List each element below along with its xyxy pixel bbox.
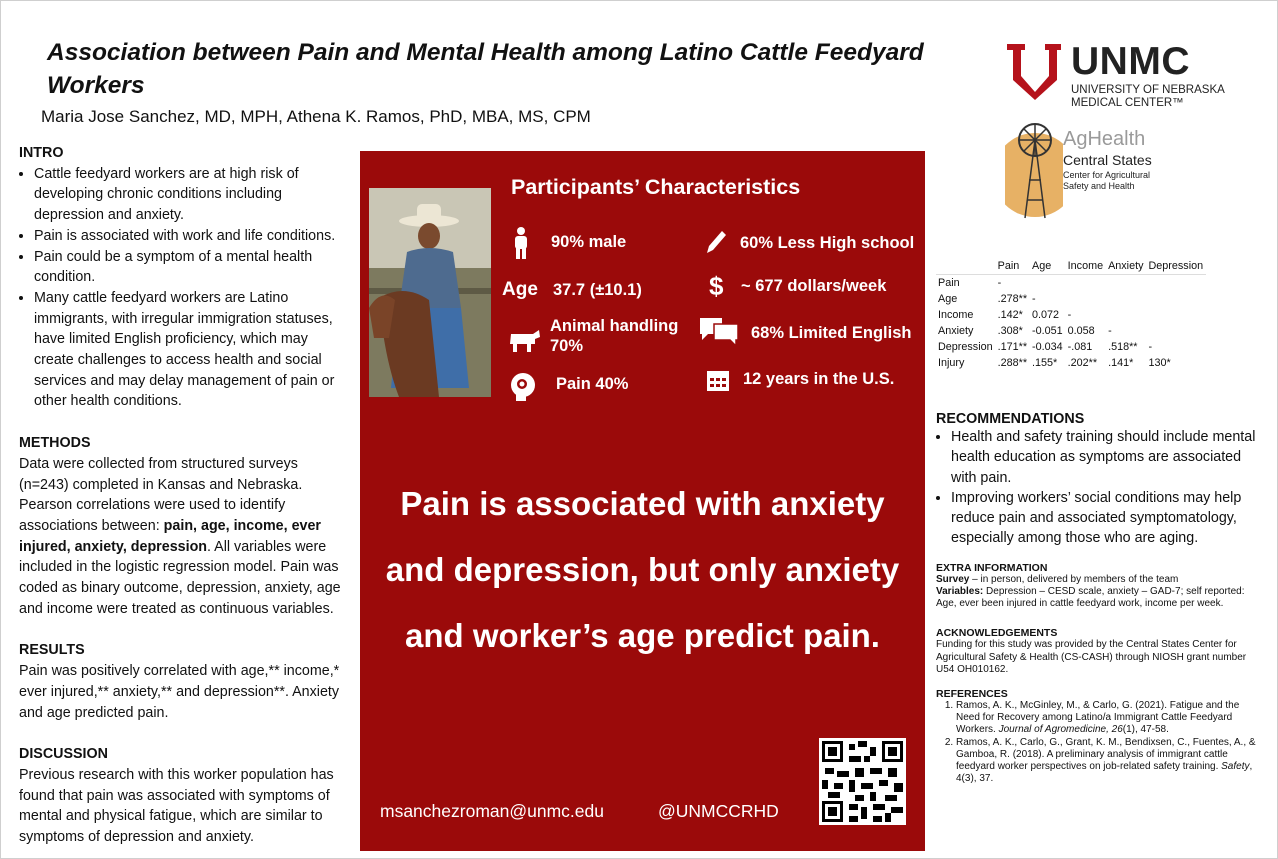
intro-bullet: • Cattle feedyard workers are at high risk of developing chronic conditions including depression and anxiety. xyxy=(34,164,344,226)
table-cell: .518** xyxy=(1108,341,1138,353)
table-header-row xyxy=(936,258,1206,275)
table-cell xyxy=(1106,275,1146,292)
table-row xyxy=(936,307,1206,323)
right-column xyxy=(936,411,1258,785)
aghealth-central-states: Central States xyxy=(1063,152,1152,168)
table-cell: - xyxy=(997,277,1002,289)
contact-email[interactable]: msanchezroman@unmc.edu xyxy=(380,801,604,821)
reference-item xyxy=(956,700,1258,737)
qr-code-icon xyxy=(819,738,906,825)
stat-pain: Pain 40% xyxy=(556,375,629,393)
table-row xyxy=(936,275,1206,292)
table-cell: Anxiety xyxy=(938,325,974,337)
survey-label: Survey xyxy=(936,573,970,585)
table-cell xyxy=(1146,291,1206,307)
key-message-line-1: Pain is associated with anxiety xyxy=(400,485,885,522)
chat-icon xyxy=(698,316,740,346)
unmc-sub-line-2: MEDICAL CENTER™ xyxy=(1071,97,1184,109)
aghealth-subtitle xyxy=(1063,170,1150,192)
extra-info-heading: EXTRA INFORMATION xyxy=(936,561,1048,574)
table-cell: 0.058 xyxy=(1067,325,1095,337)
survey-text: – in person, delivered by members of the team xyxy=(969,573,1179,585)
table-row xyxy=(936,355,1206,371)
table-cell xyxy=(1106,291,1146,307)
stat-school: 60% Less High school xyxy=(740,234,915,252)
person-icon xyxy=(513,227,529,259)
unmc-subtitle xyxy=(1071,84,1225,110)
table-cell: .171** xyxy=(997,341,1028,353)
panel-title: Participants’ Characteristics xyxy=(511,175,801,199)
recommendation-bullet: • Health and safety training should include mental health education as symptoms are associated with pain. xyxy=(951,427,1258,488)
table-cell: -0.051 xyxy=(1032,325,1063,337)
unmc-logo xyxy=(1005,38,1235,108)
intro-list xyxy=(19,164,344,412)
reference-2-text: Ramos, A. K., Carlo, G., Grant, K. M., Bendixsen, C., Fuentes, A., & Gamboa, R. (2018). A preliminary analysis of immigrant cattle feedyard worker perspectives on job-related safety training. xyxy=(956,736,1256,773)
references-heading: REFERENCES xyxy=(936,688,1008,700)
reference-item xyxy=(956,737,1258,786)
methods-variables: pain, age, income, ever injured, anxiety, depression xyxy=(19,517,321,555)
acknowledgements-text: Funding for this study was provided by the Central States Center for Agricultural Safety & Health (CS-CASH) through NIOSH grant number U54 OH010162. xyxy=(936,639,1247,675)
references-list xyxy=(936,700,1258,785)
stat-years: 12 years in the U.S. xyxy=(743,370,895,388)
table-header-cell: Pain xyxy=(996,258,1030,275)
aghealth-logo xyxy=(1005,120,1205,220)
aghealth-sub-line-2: Safety and Health xyxy=(1063,181,1135,191)
extra-info-text xyxy=(936,574,1258,611)
table-header-cell xyxy=(936,258,996,275)
unmc-n-mark-icon xyxy=(1005,42,1063,100)
discussion-heading: DISCUSSION xyxy=(19,746,108,763)
reference-1-text: Ramos, A. K., McGinley, M., & Carlo, G. (2021). Fatigue and the Need for Recovery among Latino/a Immigrant Cattle Feedyard Workers. xyxy=(956,700,1240,736)
table-cell xyxy=(1030,275,1066,292)
table-cell: Income xyxy=(938,309,974,321)
table-cell: .308* xyxy=(997,325,1023,337)
cowboy-photo xyxy=(369,188,491,397)
table-cell: - xyxy=(1108,325,1112,337)
results-text: Pain was positively correlated with age,** income,* ever injured,** anxiety,** and depression**. Anxiety and age predicted pain. xyxy=(19,663,340,721)
table-row xyxy=(936,339,1206,355)
intro-bullet: • Pain could be a symptom of a mental health condition. xyxy=(34,247,344,288)
windmill-icon xyxy=(1005,120,1063,220)
intro-bullet: • Pain is associated with work and life conditions. xyxy=(34,226,344,247)
stat-male: 90% male xyxy=(551,233,627,251)
stat-english: 68% Limited English xyxy=(751,324,912,342)
table-cell: -.081 xyxy=(1067,341,1093,353)
table-header-cell: Depression xyxy=(1146,258,1206,275)
table-cell xyxy=(1146,275,1206,292)
stat-age-label: Age xyxy=(502,279,538,300)
methods-heading: METHODS xyxy=(19,435,91,452)
methods-text-a: Data were collected from structured surveys (n=243) completed in Kansas and Nebraska. Pearson correlations were used to identify associations between: xyxy=(19,455,303,534)
table-cell xyxy=(1066,291,1106,307)
authors: Maria Jose Sanchez, MD, MPH, Athena K. Ramos, PhD, MBA, MS, CPM xyxy=(41,107,591,126)
table-cell: - xyxy=(1067,309,1072,321)
results-heading: RESULTS xyxy=(19,642,85,659)
variables-text: Depression – CESD scale, anxiety – GAD-7; self reported: Age, ever been injured in cattle feedyard work, income per week. xyxy=(936,585,1245,610)
recommendations-heading: RECOMMENDATIONS xyxy=(936,411,1085,427)
social-handle[interactable]: @UNMCCRHD xyxy=(658,801,779,821)
table-header-cell: Anxiety xyxy=(1106,258,1146,275)
table-cell: .202** xyxy=(1067,357,1098,369)
acknowledgements-heading: ACKNOWLEDGEMENTS xyxy=(936,627,1058,640)
variables-label: Variables: xyxy=(936,585,984,597)
table-cell: .141* xyxy=(1108,357,1134,369)
stat-animal-line-2: 70% xyxy=(550,337,584,355)
table-row xyxy=(936,291,1206,307)
table-cell: - xyxy=(1032,293,1036,305)
intro-bullet: • Many cattle feedyard workers are Latino immigrants, with irregular immigration statuses, have limited English proficiency, which may create challenges to access health and social services and may delay management of pain or other health conditions. xyxy=(34,288,344,412)
dollar-icon: $ xyxy=(709,271,724,301)
table-cell: Pain xyxy=(938,277,960,289)
table-cell xyxy=(1066,275,1106,292)
cowboy-on-horse-image xyxy=(369,188,491,397)
table-row xyxy=(936,323,1206,339)
reference-2-journal: Safety xyxy=(1221,761,1250,773)
reference-2-pages: , 4(3), 37. xyxy=(956,761,1253,785)
table-cell: .142* xyxy=(997,309,1023,321)
table-cell: .278** xyxy=(997,293,1028,305)
table-cell: Age xyxy=(938,293,958,305)
animal-icon xyxy=(507,328,541,352)
unmc-sub-line-1: UNIVERSITY OF NEBRASKA xyxy=(1071,84,1225,96)
poster-title: Association between Pain and Mental Health among Latino Cattle Feedyard Workers xyxy=(47,39,924,99)
table-cell: -0.034 xyxy=(1032,341,1063,353)
intro-heading: INTRO xyxy=(19,145,64,161)
table-cell: 130* xyxy=(1148,357,1171,369)
table-cell xyxy=(1146,323,1206,339)
recommendation-bullet: • Improving workers’ social conditions may help reduce pain and associated symptomatology, especially among those who are aging. xyxy=(951,488,1258,549)
aghealth-title: AgHealth xyxy=(1063,128,1146,150)
table-cell: - xyxy=(1148,341,1153,353)
table-cell: .288** xyxy=(997,357,1028,369)
brain-icon xyxy=(510,373,536,401)
methods-text xyxy=(19,454,344,620)
discussion-text: Previous research with this worker population has found that pain was associated with symptoms of mental and physical fatigue, which are similar to symptoms of depression and anxiety. xyxy=(19,766,334,846)
left-column xyxy=(19,143,344,848)
qr-code[interactable] xyxy=(819,738,906,825)
table-cell: Injury xyxy=(938,357,965,369)
table-cell xyxy=(1106,307,1146,323)
table-cell: 0.072 xyxy=(1032,309,1060,321)
recommendations-list xyxy=(936,427,1258,549)
stat-age-value: 37.7 (±10.1) xyxy=(553,281,642,299)
key-message-line-2: and depression, but only anxiety xyxy=(385,551,900,588)
reference-1-journal: Journal of Agromedicine, 26 xyxy=(998,724,1123,736)
unmc-wordmark: UNMC xyxy=(1071,40,1190,83)
methods-text-b: . All variables were included in the logistic regression model. Pain was coded as binary outcome, depression, anxiety, age and income were treated as continuous variables. xyxy=(19,538,341,617)
table-cell xyxy=(1146,307,1206,323)
correlation-table xyxy=(936,258,1206,371)
table-header-cell: Age xyxy=(1030,258,1066,275)
table-cell: .155* xyxy=(1032,357,1058,369)
table-header-cell: Income xyxy=(1066,258,1106,275)
aghealth-sub-line-1: Center for Agricultural xyxy=(1063,170,1151,180)
key-findings-panel xyxy=(360,151,925,851)
stat-animal-line-1: Animal handling xyxy=(550,317,679,335)
calendar-icon xyxy=(706,368,730,392)
stat-income: ~ 677 dollars/week xyxy=(741,277,887,295)
reference-1-pages: (1), 47-58. xyxy=(1122,724,1169,736)
key-message-line-3: and worker’s age predict pain. xyxy=(405,617,880,654)
key-message xyxy=(360,471,925,669)
table-cell: Depression xyxy=(938,341,993,353)
stat-animal-handling xyxy=(550,316,678,356)
pencil-icon xyxy=(705,229,727,255)
